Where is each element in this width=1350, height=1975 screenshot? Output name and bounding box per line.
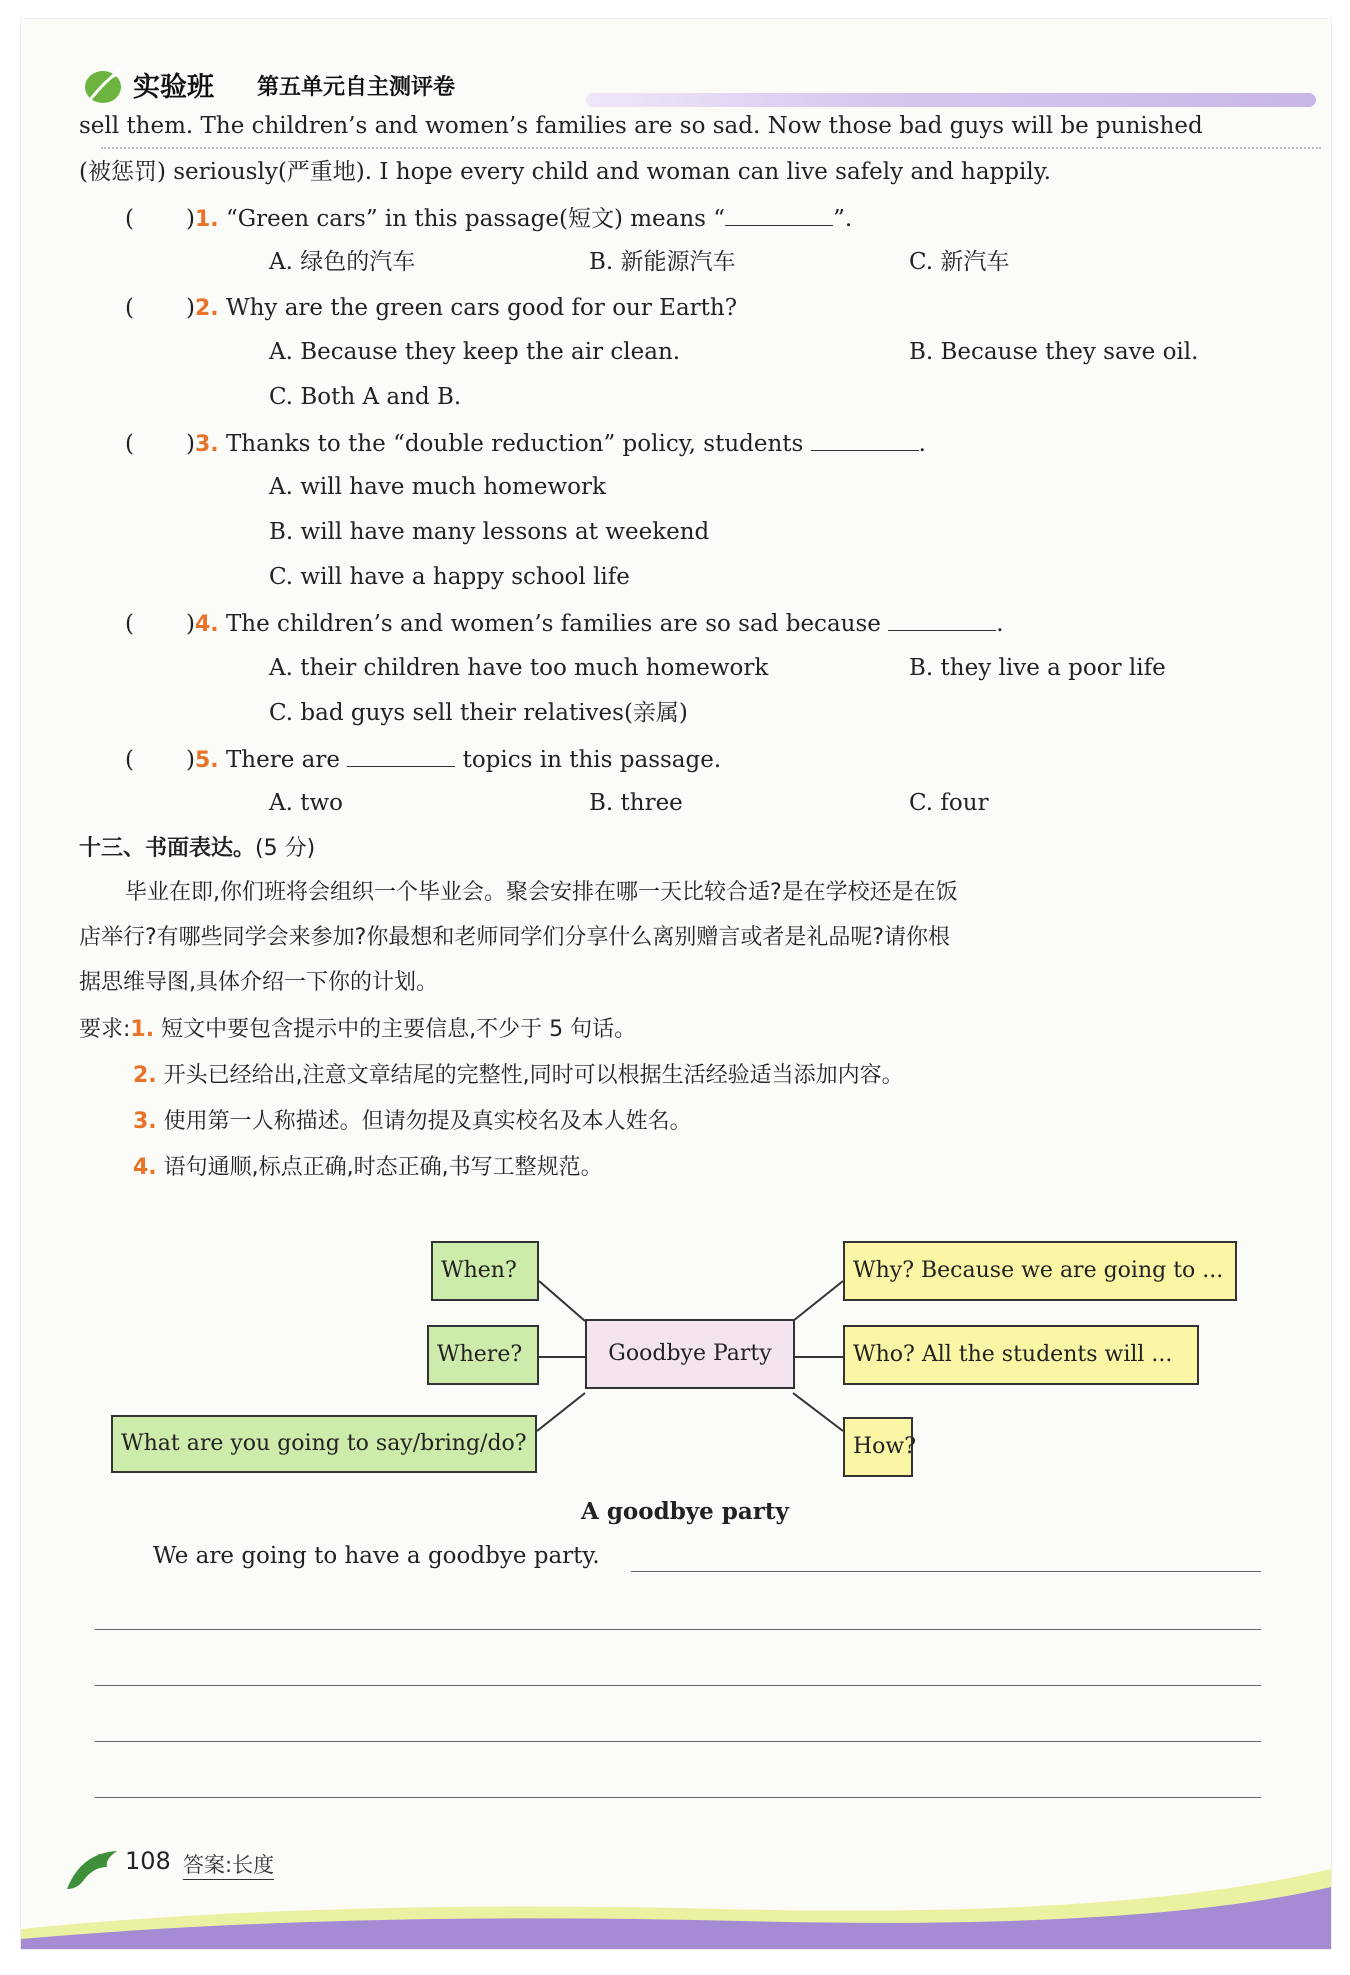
answer-paren-open: ( [125,206,134,232]
page-number: 108 [125,1847,171,1875]
answer-paren-close: ) [185,295,195,321]
requirements-label: 要求: [79,1017,131,1042]
node-what [111,1415,537,1473]
question-stem: “Green cars” in this passage(短文) means “ [225,206,726,232]
option-3c[interactable]: C. will have a happy school life [269,564,630,590]
node-label: How? [853,1434,917,1459]
node-label: Goodbye Party [608,1341,772,1366]
answer-paren-open: ( [125,747,134,773]
connector-when [539,1281,585,1321]
prompt-line-3: 据思维导图,具体介绍一下你的计划。 [79,970,438,995]
question-number: 3. [194,432,219,457]
question-stem: There are [225,747,340,773]
question-number: 4. [194,612,219,637]
requirement-number: 2. [133,1063,157,1088]
option-5a[interactable]: A. two [269,790,344,816]
answer-paren-close: ) [185,431,195,457]
node-label: When? [441,1258,517,1283]
option-2a[interactable]: A. Because they keep the air clean. [269,339,681,365]
option-3b[interactable]: B. will have many lessons at weekend [269,519,710,545]
writing-line-1[interactable] [631,1571,1261,1572]
option-4c[interactable]: C. bad guys sell their relatives(亲属) [269,700,688,726]
node-center [585,1319,795,1389]
writing-title: A goodbye party [581,1498,789,1525]
requirement-number: 4. [133,1155,157,1180]
question-stem: Why are the green cars good for our Earth? [225,295,738,321]
section-points: (5 分) [255,836,316,861]
answer-paren-close: ) [185,611,195,637]
worksheet-page [20,18,1332,1950]
requirement-text: 开头已经给出,注意文章结尾的完整性,同时可以根据生活经验适当添加内容。 [163,1063,904,1088]
brand-name: 实验班 [133,72,214,103]
requirement-text: 语句通顺,标点正确,时态正确,书写工整规范。 [163,1155,603,1180]
requirement-number: 1. [130,1017,155,1042]
answer-paren-close: ) [185,747,195,773]
option-3a[interactable]: A. will have much homework [269,474,606,500]
node-label: Where? [437,1342,523,1367]
question-stem-tail: . [996,611,1004,637]
requirement-number: 3. [133,1109,157,1134]
option-1c[interactable]: C. 新汽车 [909,249,1010,275]
question-number: 2. [194,296,219,321]
option-1b[interactable]: B. 新能源汽车 [589,249,736,275]
node-label: What are you going to say/bring/do? [121,1431,527,1456]
requirement-text: 短文中要包含提示中的主要信息,不少于 5 句话。 [161,1017,637,1042]
question-number: 5. [194,748,219,773]
writing-line-5[interactable] [95,1797,1261,1798]
writing-line-3[interactable] [95,1685,1261,1686]
connector-why [793,1281,843,1321]
mind-map-connectors [21,19,1331,1949]
prompt-line-1: 毕业在即,你们班将会组织一个毕业会。聚会安排在哪一天比较合适?是在学校还是在饭 [125,880,958,905]
connector-how [793,1393,843,1431]
question-stem-tail: topics in this passage. [462,747,722,773]
option-4b[interactable]: B. they live a poor life [909,655,1166,681]
writing-line-2[interactable] [95,1629,1261,1630]
answer-paren-open: ( [125,611,134,637]
option-5b[interactable]: B. three [589,790,683,816]
node-when [431,1241,539,1301]
answer-paren-close: ) [185,206,195,232]
section-title: 十三、书面表达。 [79,836,256,861]
question-stem: Thanks to the “double reduction” policy, students [225,431,804,457]
prompt-line-2: 店举行?有哪些同学会来参加?你最想和老师同学们分享什么离别赠言或者是礼品呢?请你根 [79,925,951,950]
node-label: Who? All the students will ... [853,1342,1173,1367]
question-stem: The children’s and women’s families are so sad because [225,611,881,637]
passage-line-2: (被惩罚) seriously(严重地). I hope every child and woman can live safely and happily. [79,159,1051,185]
option-4a[interactable]: A. their children have too much homework [269,655,769,681]
answer-paren-open: ( [125,295,134,321]
node-how [843,1417,917,1477]
connector-what [537,1393,585,1431]
option-1a[interactable]: A. 绿色的汽车 [269,249,416,275]
question-number: 1. [194,207,219,232]
requirement-text: 使用第一人称描述。但请勿提及真实校名及本人姓名。 [163,1109,692,1134]
answer-paren-open: ( [125,431,134,457]
question-stem-tail: ”. [833,206,853,232]
dolphin-icon [63,1845,123,1897]
writing-opening: We are going to have a goodbye party. [153,1543,600,1569]
node-where [427,1325,539,1385]
writing-line-4[interactable] [95,1741,1261,1742]
node-who [843,1325,1199,1385]
option-5c[interactable]: C. four [909,790,989,816]
passage-line-1: sell them. The children’s and women’s families are so sad. Now those bad guys will be punished [79,113,1203,139]
unit-title: 第五单元自主测评卷 [257,75,456,100]
option-2c[interactable]: C. Both A and B. [269,384,462,410]
node-label: Why? Because we are going to ... [853,1258,1224,1283]
question-stem-tail: . [918,431,926,457]
option-2b[interactable]: B. Because they save oil. [909,339,1199,365]
answer-label: 答案:长度 [183,1849,274,1880]
node-why [843,1241,1237,1301]
